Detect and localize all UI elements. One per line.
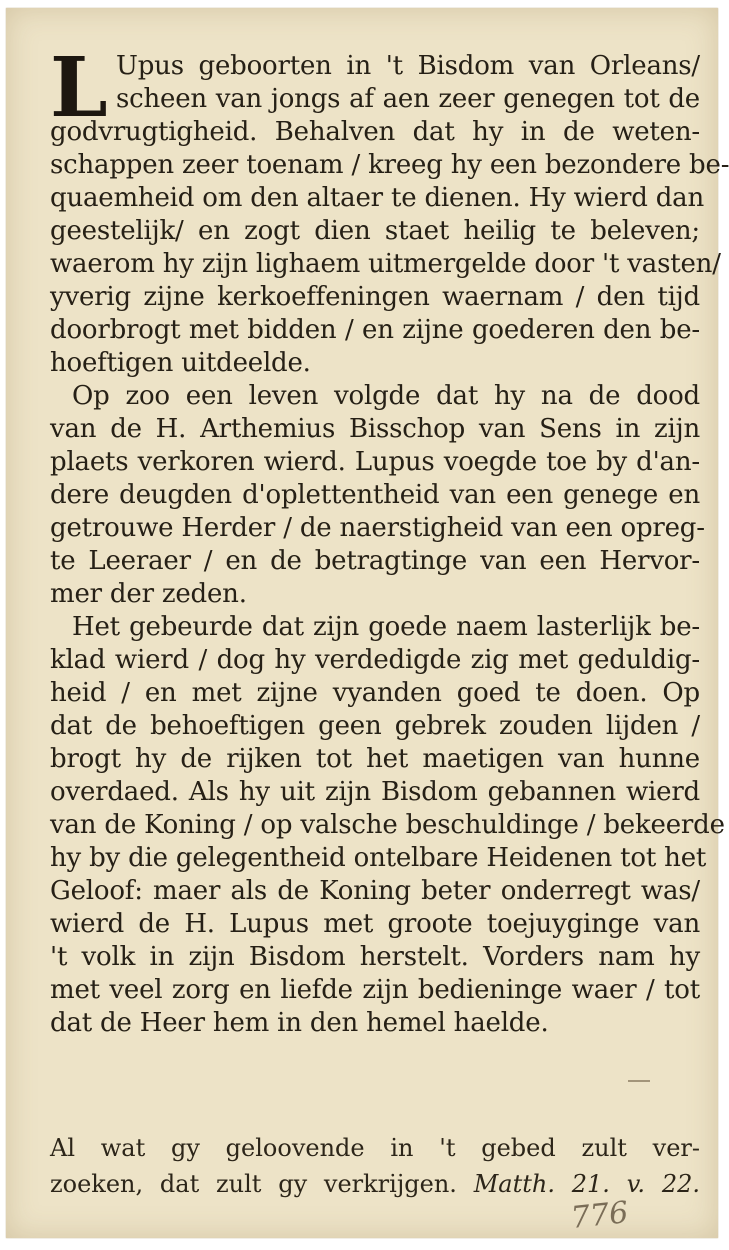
text-line: schappen zeer toenam / kreeg hy een bezondere be- <box>50 150 729 180</box>
text-line: getrouwe Herder / de naerstigheid van een opreg- <box>50 513 705 543</box>
text-line: Het gebeurde dat zijn goede naem lasterlijk be- <box>72 612 700 642</box>
text-line: hoeftigen uitdeelde. <box>50 348 311 378</box>
text-line: mer der zeden. <box>50 579 247 609</box>
text-line: dat de behoeftigen geen gebrek zouden lijden / <box>50 711 700 741</box>
paragraph-3 <box>50 611 725 1040</box>
text-line: van de Koning / op valsche beschuldinge / bekeerde <box>50 810 725 840</box>
text-line: yverig zijne kerkoeffeningen waernam / den tijd <box>50 282 700 312</box>
text-line: wierd de H. Lupus met groote toejuyginge van <box>50 909 700 939</box>
quote-text: zoeken, dat zult gy verkrijgen. <box>50 1170 457 1198</box>
body-text <box>50 40 729 1040</box>
text-line: godvrugtigheid. Behalven dat hy in de weten- <box>50 117 700 147</box>
text-line: klad wierd / dog hy verdedigde zig met geduldig- <box>50 645 700 675</box>
text-line: Upus geboorten in 't Bisdom van Orleans/ <box>116 51 700 81</box>
text-line: Geloof: maer als de Koning beter onderregt was/ <box>50 876 700 906</box>
text-line: dat de Heer hem in den hemel haelde. <box>50 1008 549 1038</box>
text-line: brogt hy de rijken tot het maetigen van hunne <box>50 744 700 774</box>
document-page <box>6 8 729 1238</box>
text-line: 't volk in zijn Bisdom herstelt. Vorders nam hy <box>50 942 700 972</box>
text-line: geestelijk/ en zogt dien staet heilig te beleven; <box>50 216 700 246</box>
text-line: met veel zorg en liefde zijn bedieninge waer / tot <box>50 975 700 1005</box>
paragraph-2 <box>50 380 705 611</box>
text-line: heid / en met zijne vyanden goed te doen. Op <box>50 678 700 708</box>
text-line: waerom hy zijn lighaem uitmergelde door 't vasten/ <box>50 249 721 279</box>
text-line: plaets verkoren wierd. Lupus voegde toe by d'an- <box>50 447 700 477</box>
text-line: Op zoo een leven volgde dat hy na de dood <box>72 381 700 411</box>
text-line: dere deugden d'oplettentheid van een genege en <box>50 480 700 510</box>
text-line: quaemheid om den altaer te dienen. Hy wierd dan <box>50 183 705 213</box>
text-line: van de H. Arthemius Bisschop van Sens in zijn <box>50 414 700 444</box>
drop-cap: L <box>50 40 108 136</box>
text-line: overdaed. Als hy uit zijn Bisdom gebannen wierd <box>50 777 700 807</box>
handwritten-number: 776 <box>569 1195 630 1236</box>
ink-dash <box>628 1080 650 1082</box>
text-line: hy by die gelegentheid ontelbare Heidenen tot het <box>50 843 707 873</box>
scripture-quote <box>50 1130 700 1202</box>
quote-reference: Matth. 21. v. 22. <box>473 1170 700 1198</box>
quote-line: Al wat gy geloovende in 't gebed zult ver- <box>50 1134 700 1162</box>
text-line: doorbrogt met bidden / en zijne goederen den be- <box>50 315 700 345</box>
text-line: te Leeraer / en de betragtinge van een Hervor- <box>50 546 700 576</box>
text-line: scheen van jongs af aen zeer genegen tot de <box>116 84 700 114</box>
paragraph-1 <box>50 40 729 380</box>
